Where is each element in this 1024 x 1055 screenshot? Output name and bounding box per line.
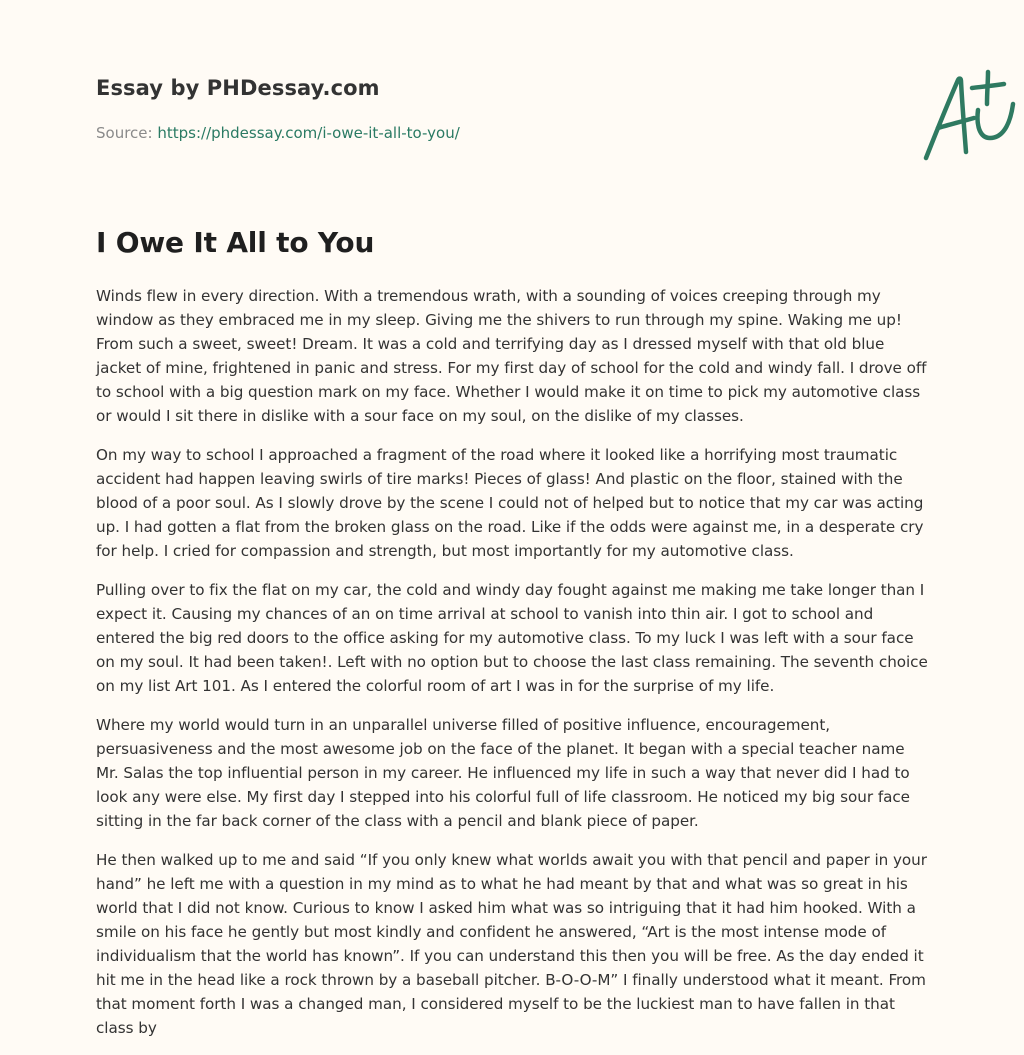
source-label: Source:	[96, 124, 153, 142]
essay-paragraph: Winds flew in every direction. With a tremendous wrath, with a sounding of voices creeping through my window as they embraced me in my sleep. Giving me the shivers to run through my spine. Waking me up! From such a sweet, sweet! Dream. It was a cold and terrifying day as I dressed myself with that old blue jacket of mine, frightened in panic and stress. For my first day of school for the cold and windy fall. I drove off to school with a big question mark on my face. Whether I would make it on time to pick my automotive class or would I sit there in dislike with a sour face on my soul, on the dislike of my classes.	[96, 287, 927, 425]
site-brand: Essay by PHDessay.com	[96, 76, 380, 100]
a-plus-icon	[918, 68, 1024, 164]
essay-paragraph: He then walked up to me and said “If you only knew what worlds await you with that pencil and paper in your hand” he left me with a question in my mind as to what he had meant by that and what was so great in his world that I did not know. Curious to know I asked him what was so intriguing that it had him hooked. With a smile on his face he gently but most kindly and confident he answered, “Art is the most intense mode of individualism that the world has known”. If you can understand this then you will be free. As the day ended it hit me in the head like a rock thrown by a baseball pitcher. B-O-O-M” I finally understood what it meant. From that moment forth I was a changed man, I considered myself to be the luckiest man to have fallen in that class by	[96, 851, 927, 1037]
essay-body	[96, 284, 928, 1055]
essay-title: I Owe It All to You	[96, 226, 375, 259]
essay-paragraph: Pulling over to fix the flat on my car, the cold and windy day fought against me making me take longer than I expect it. Causing my chances of an on time arrival at school to vanish into thin air. I got to school and entered the big red doors to the office asking for my automotive class. To my luck I was left with a sour face on my soul. It had been taken!. Left with no option but to choose the last class remaining. The seventh choice on my list Art 101. As I entered the colorful room of art I was in for the surprise of my life.	[96, 581, 928, 695]
essay-paragraph: On my way to school I approached a fragment of the road where it looked like a horrifying most traumatic accident had happen leaving swirls of tire marks! Pieces of glass! And plastic on the floor, stained with the blood of a poor soul. As I slowly drove by the scene I could not of helped but to notice that my car was acting up. I had gotten a flat from the broken glass on the road. Like if the odds were against me, in a desperate cry for help. I cried for compassion and strength, but most importantly for my automotive class.	[96, 446, 924, 560]
source-line	[96, 124, 460, 142]
essay-paragraph: Where my world would turn in an unparallel universe filled of positive influence, encouragement, persuasiveness and the most awesome job on the face of the planet. It began with a special teacher name Mr. Salas the top influential person in my career. He influenced my life in such a way that never did I had to look any were else. My first day I stepped into his colorful full of life classroom. He noticed my big sour face sitting in the far back corner of the class with a pencil and blank piece of paper.	[96, 716, 910, 830]
source-link[interactable]: https://phdessay.com/i-owe-it-all-to-you/	[157, 124, 460, 142]
